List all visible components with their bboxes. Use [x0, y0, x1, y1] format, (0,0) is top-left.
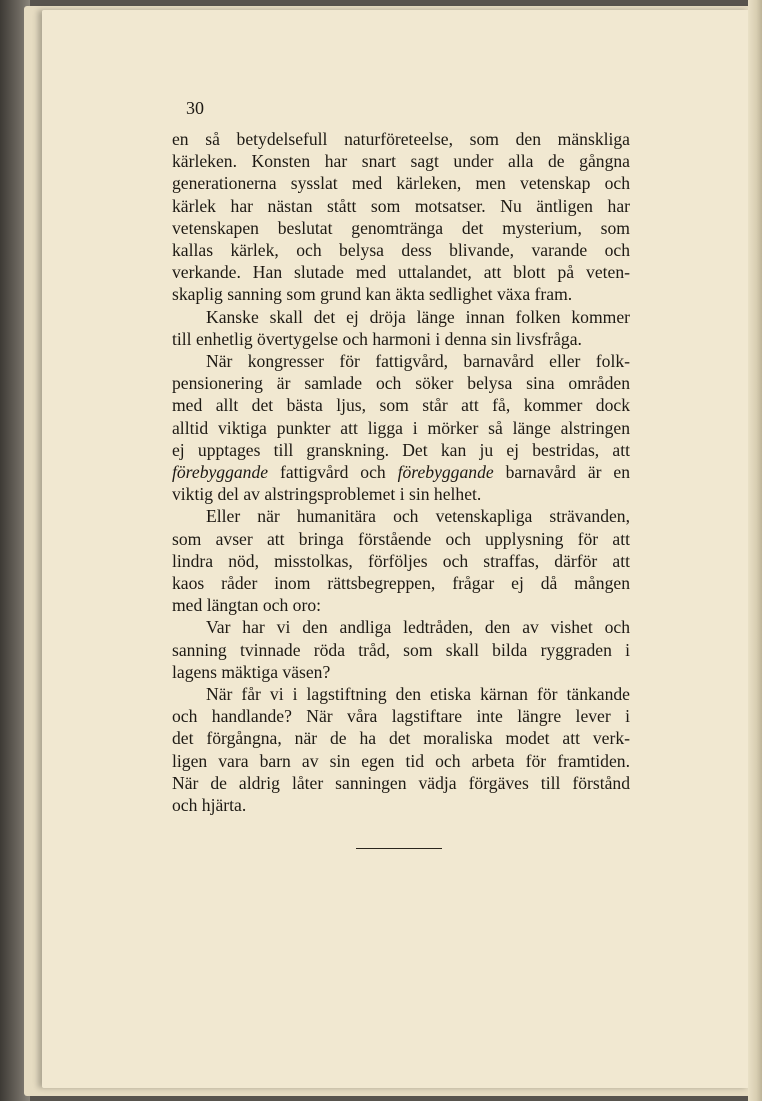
text-line: och hjärta. — [172, 795, 247, 816]
text-line: lagens mäktiga väsen? — [172, 661, 331, 682]
text-line: När kongresser för fattigvård, barnavård eller folk- — [206, 351, 630, 372]
text-line: kärlek har nästan stått som motsatser. Nu äntligen har — [172, 195, 630, 216]
text-line: verkande. Han slutade med uttalandet, att blott på veten- — [172, 262, 630, 283]
text-line: ej upptages till granskning. Det kan ju ej bestridas, att — [172, 439, 630, 460]
page-edge-right — [748, 0, 762, 1101]
text-line: lindra nöd, misstolkas, förföljes och straffas, därför att — [172, 550, 630, 571]
section-divider-rule — [356, 848, 442, 849]
text-line: sanning tvinnade röda tråd, som skall bilda ryggraden i — [172, 639, 630, 660]
text-line: Kanske skall det ej dröja länge innan folken kommer — [206, 306, 630, 327]
text-line: kallas kärlek, och belysa dess blivande, varande och — [172, 240, 630, 261]
text-line: kärleken. Konsten har snart sagt under alla de gångna — [172, 151, 630, 172]
text-line: När de aldrig låter sanningen vädja förgäves till förstånd — [172, 772, 630, 793]
text-line: generationerna sysslat med kärleken, men vetenskap och — [172, 173, 630, 194]
text-line: en så betydelsefull naturföreteelse, som den mänskliga — [172, 129, 630, 149]
text-line: När får vi i lagstiftning den etiska kärnan för tänkande — [206, 684, 630, 705]
text-line: med allt det bästa ljus, som står att få, kommer dock — [172, 395, 630, 416]
text-line: Var har vi den andliga ledtråden, den av vishet och — [206, 617, 630, 638]
text-line: pensionering är samlade och söker belysa sina områden — [172, 373, 630, 394]
text-line: till enhetlig övertygelse och harmoni i denna sin livsfråga. — [172, 328, 582, 349]
text-line: med längtan och oro: — [172, 595, 322, 616]
text-line: alltid viktiga punkter att ligga i mörker så länge alstringen — [172, 417, 630, 438]
emphasis: förebyggande — [172, 462, 269, 483]
emphasis: förebyggande — [397, 462, 494, 483]
text-line: ligen vara barn av sin egen tid och arbeta för framtiden. — [172, 750, 630, 771]
text-line: skaplig sanning som grund kan äkta sedlighet växa fram. — [172, 284, 573, 305]
text-line: och handlande? När våra lagstiftare inte längre lever i — [172, 706, 630, 727]
body-text — [172, 128, 630, 816]
text-line: Eller när humanitära och vetenskapliga strävanden, — [206, 506, 630, 527]
text-line-with-emphasis: förebyggande fattigvård och förebyggande barnavård är en — [172, 462, 630, 483]
text-line: vetenskapen beslutat genomtränga det mysterium, som — [172, 217, 630, 238]
text-line: kaos råder inom rättsbegreppen, frågar ej då mången — [172, 573, 630, 594]
text-line: det förgångna, när de ha det moraliska modet att verk- — [172, 728, 630, 749]
page-number: 30 — [186, 98, 204, 118]
text-line: viktig del av alstringsproblemet i sin helhet. — [172, 484, 482, 505]
text-line: som avser att bringa förstående och upplysning för att — [172, 528, 630, 549]
